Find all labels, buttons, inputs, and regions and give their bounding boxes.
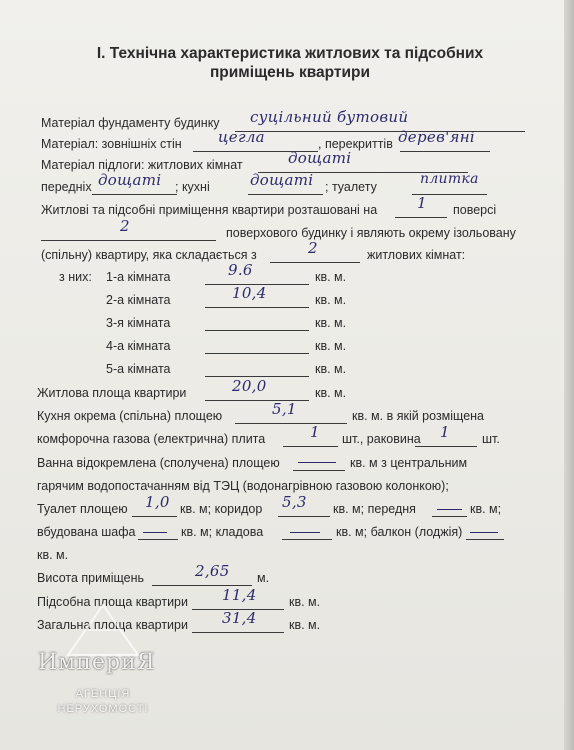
height-value: 2,65	[195, 562, 230, 580]
kitchen-area-underline	[235, 423, 347, 424]
bath-dash	[298, 462, 336, 463]
kitchen-area-value: 5,1	[272, 400, 297, 418]
toilet-area-value: 1,0	[145, 493, 170, 511]
stove-label: комфорочна газова (електрична) плита	[37, 432, 266, 446]
walls-label: Матеріал: зовнішніх стін	[41, 137, 182, 151]
sink-underline	[415, 446, 477, 447]
hall-area-unit: кв. м;	[470, 502, 502, 516]
corridor-underline	[278, 516, 330, 517]
walls-value: цегла	[218, 128, 265, 146]
total-area-label: Загальна площа квартири	[37, 618, 188, 632]
stove-mid-label: шт., раковина	[342, 432, 421, 446]
room-3-unit: кв. м.	[315, 316, 347, 330]
balcony-dash	[470, 532, 498, 533]
foundation-value: суцільний бутовий	[250, 108, 409, 126]
balcony-label: кв. м; балкон (лоджія)	[336, 525, 463, 539]
of-them-label: з них:	[59, 270, 92, 284]
located-suffix: поверсі	[453, 203, 497, 217]
hall-underline	[92, 194, 177, 195]
floors-value: дерев'яні	[398, 128, 476, 146]
sink-value: 1	[440, 423, 450, 441]
toilet-area-underline	[132, 516, 177, 517]
room-4-underline	[205, 353, 309, 354]
kitchen-area-suffix: кв. м. в якій розміщена	[352, 409, 484, 423]
storeys-underline	[41, 240, 216, 241]
kitchen-underline	[248, 194, 323, 195]
floor-label: Матеріал підлоги: житлових кімнат	[41, 158, 243, 172]
wardrobe-label: вбудована шафа	[37, 525, 136, 539]
room-3-label: 3-я кімната	[106, 316, 171, 330]
page-edge-shadow	[564, 0, 574, 750]
kitchen-area-label: Кухня окрема (спільна) площею	[37, 409, 223, 423]
located-underline	[395, 217, 447, 218]
room-2-label: 2-а кімната	[106, 293, 171, 307]
toilet-label: ; туалету	[325, 180, 377, 194]
watermark-line2: НЕРУХОМОСТІ	[57, 703, 149, 715]
agency-watermark	[28, 640, 178, 730]
sink-unit: шт.	[482, 432, 500, 446]
toilet-area-label: Туалет площею	[37, 502, 128, 516]
rooms-label: (спільну) квартиру, яка складається з	[41, 248, 257, 262]
kitchen-label: ; кухні	[175, 180, 210, 194]
stove-value: 1	[310, 423, 320, 441]
room-4-unit: кв. м.	[315, 339, 347, 353]
hall-value: дощаті	[98, 171, 162, 189]
foundation-underline	[235, 131, 525, 132]
living-area-label: Житлова площа квартири	[37, 386, 187, 400]
room-4-label: 4-а кімната	[106, 339, 171, 353]
total-area-unit: кв. м.	[289, 618, 321, 632]
living-area-unit: кв. м.	[315, 386, 347, 400]
located-floor-value: 1	[417, 194, 427, 212]
balcony-underline	[466, 539, 504, 540]
document-title-line1: I. Технічна характеристика житлових та підсобних	[96, 45, 484, 62]
stove-underline	[283, 446, 338, 447]
aux-area-value: 11,4	[222, 586, 257, 604]
hall-label: передніх	[41, 180, 92, 194]
foundation-label: Матеріал фундаменту будинку	[41, 116, 220, 130]
storeys-value: 2	[120, 217, 130, 235]
kitchen-value: дощаті	[250, 171, 314, 189]
aux-area-label: Підсобна площа квартири	[37, 595, 188, 609]
wardrobe-dash	[143, 532, 167, 533]
located-label: Житлові та підсобні приміщення квартири розташовані на	[41, 203, 378, 217]
bath-label: Ванна відокремлена (сполучена) площею	[37, 456, 280, 470]
document-title-line2: приміщень квартири	[209, 64, 371, 81]
hall-area-label: кв. м; передня	[333, 502, 416, 516]
floor-value: дощаті	[288, 149, 352, 167]
corridor-value: 5,3	[282, 493, 307, 511]
pantry-label: кв. м; кладова	[181, 525, 264, 539]
room-1-value: 9.6	[228, 261, 253, 279]
total-area-value: 31,4	[222, 609, 257, 627]
room-3-underline	[205, 330, 309, 331]
rooms-underline	[270, 262, 360, 263]
height-label: Висота приміщень	[37, 571, 144, 585]
total-area-underline	[192, 632, 284, 633]
wardrobe-underline	[138, 539, 178, 540]
toilet-value: плитка	[420, 171, 479, 187]
pantry-underline	[282, 539, 332, 540]
hall-area-dash	[437, 509, 462, 510]
rooms-value: 2	[308, 239, 318, 257]
pantry-dash	[290, 532, 320, 533]
hot-water-line: гарячим водопостачанням від ТЭЦ (водонагрівною газовою колонкою);	[37, 479, 449, 493]
rooms-suffix: житлових кімнат:	[367, 248, 466, 262]
room-1-label: 1-а кімната	[106, 270, 171, 284]
height-unit: м.	[257, 571, 270, 585]
room-1-unit: кв. м.	[315, 270, 347, 284]
last-unit-label: кв. м.	[37, 548, 69, 562]
bath-suffix: кв. м з центральним	[350, 456, 468, 470]
floors-underline	[400, 151, 490, 152]
floors-label: , перекриттів	[318, 137, 393, 151]
bath-underline	[293, 470, 345, 471]
corridor-label: кв. м; коридор	[180, 502, 263, 516]
room-2-unit: кв. м.	[315, 293, 347, 307]
aux-area-unit: кв. м.	[289, 595, 321, 609]
watermark-logo: ИмпериЯ	[38, 650, 156, 675]
storeys-label: поверхового будинку і являють окрему ізольовану	[226, 226, 516, 240]
hall-area-underline	[432, 516, 467, 517]
room-5-unit: кв. м.	[315, 362, 347, 376]
living-area-value: 20,0	[232, 377, 267, 395]
room-2-value: 10,4	[232, 284, 267, 302]
watermark-line1: АГЕНЦІЯ	[75, 688, 131, 700]
room-5-label: 5-а кімната	[106, 362, 171, 376]
room-2-underline	[205, 307, 309, 308]
